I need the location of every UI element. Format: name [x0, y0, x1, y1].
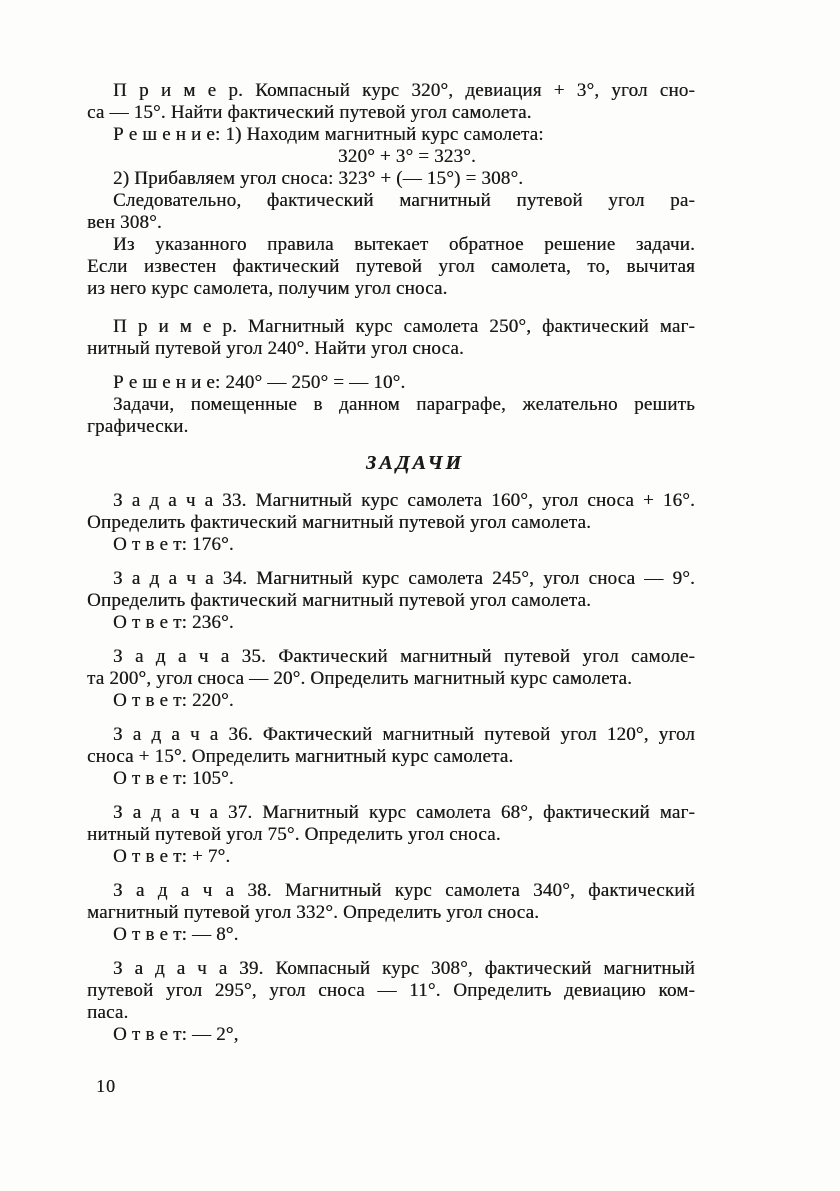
text-line: сноса + 15°. Определить магнитный курс самолета. — [87, 746, 514, 767]
paragraph — [87, 316, 695, 360]
text-line: са — 15°. Найти фактический путевой угол самолета. — [87, 102, 532, 123]
answer-line: О т в е т: 105°. — [113, 768, 234, 789]
text-line: З а д а ч а 33. Магнитный курс самолета 160°, угол сноса + 16°. — [113, 490, 695, 511]
text-line: Определить фактический магнитный путевой угол самолета. — [87, 590, 592, 611]
task-39 — [87, 958, 695, 1046]
text-line: магнитный путевой угол 332°. Определить угол сноса. — [87, 902, 540, 923]
answer-line: О т в е т: — 8°. — [113, 924, 239, 945]
text-line: З а д а ч а 36. Фактический магнитный путевой угол 120°, угол — [113, 724, 695, 745]
answer-line: О т в е т: — 2°, — [113, 1024, 239, 1045]
task-35 — [87, 646, 695, 712]
formula-line: 320° + 3° = 323°. — [338, 146, 476, 167]
text-line: З а д а ч а 39. Компасный курс 308°, фактический магнитный — [113, 958, 695, 979]
solution-step-line: 2) Прибавляем угол сноса: 323° + (— 15°) = 308°. — [113, 168, 524, 189]
answer-line: О т в е т: 220°. — [113, 690, 234, 711]
paragraph — [87, 80, 695, 124]
answer-line: О т в е т: 236°. — [113, 612, 234, 633]
solution-intro-line: Р е ш е н и е: 1) Находим магнитный курс самолета: — [113, 124, 544, 145]
text-line: З а д а ч а 35. Фактический магнитный путевой угол самоле- — [113, 646, 695, 667]
task-34 — [87, 568, 695, 634]
text-line: паса. — [87, 1002, 129, 1023]
page-number: 10 — [96, 1076, 116, 1096]
task-36 — [87, 724, 695, 790]
example-2 — [87, 316, 695, 438]
answer-line: О т в е т: + 7°. — [113, 846, 231, 867]
paragraph — [87, 234, 695, 300]
example-1 — [87, 80, 695, 300]
text-line: нитный путевой угол 240°. Найти угол сноса. — [87, 338, 464, 359]
answer-line: О т в е т: 176°. — [113, 534, 234, 555]
text-line: та 200°, угол сноса — 20°. Определить магнитный курс самолета. — [87, 668, 633, 689]
text-line: графически. — [87, 416, 189, 437]
text-block — [87, 80, 695, 1046]
text-line: Определить фактический магнитный путевой угол самолета. — [87, 512, 592, 533]
section-heading: ЗАДАЧИ — [365, 452, 465, 474]
text-line: Из указанного правила вытекает обратное решение задачи. — [113, 234, 695, 255]
text-line: П р и м е р. Магнитный курс самолета 250°, фактический маг- — [113, 316, 695, 337]
text-line: Следовательно, фактический магнитный путевой угол ра- — [113, 190, 695, 211]
text-line: нитный путевой угол 75°. Определить угол сноса. — [87, 824, 501, 845]
task-38 — [87, 880, 695, 946]
task-37 — [87, 802, 695, 868]
tasks-section — [87, 452, 695, 1046]
solution-line: Р е ш е н и е: 240° — 250° = — 10°. — [113, 372, 406, 393]
task-33 — [87, 490, 695, 556]
paragraph — [87, 394, 695, 438]
text-line: Если известен фактический путевой угол самолета, то, вычитая — [87, 256, 695, 277]
text-line: вен 308°. — [87, 212, 162, 233]
text-line: П р и м е р. Компасный курс 320°, девиация + 3°, угол сно- — [113, 80, 695, 101]
text-line: З а д а ч а 38. Магнитный курс самолета 340°, фактический — [113, 880, 695, 901]
text-line: из него курс самолета, получим угол сноса. — [87, 278, 448, 299]
text-line: З а д а ч а 37. Магнитный курс самолета 68°, фактический маг- — [113, 802, 695, 823]
text-line: Задачи, помещенные в данном параграфе, желательно решить — [113, 394, 695, 415]
paragraph — [87, 190, 695, 234]
text-line: З а д а ч а 34. Магнитный курс самолета 245°, угол сноса — 9°. — [113, 568, 695, 589]
text-line: путевой угол 295°, угол сноса — 11°. Определить девиацию ком- — [87, 980, 695, 1001]
